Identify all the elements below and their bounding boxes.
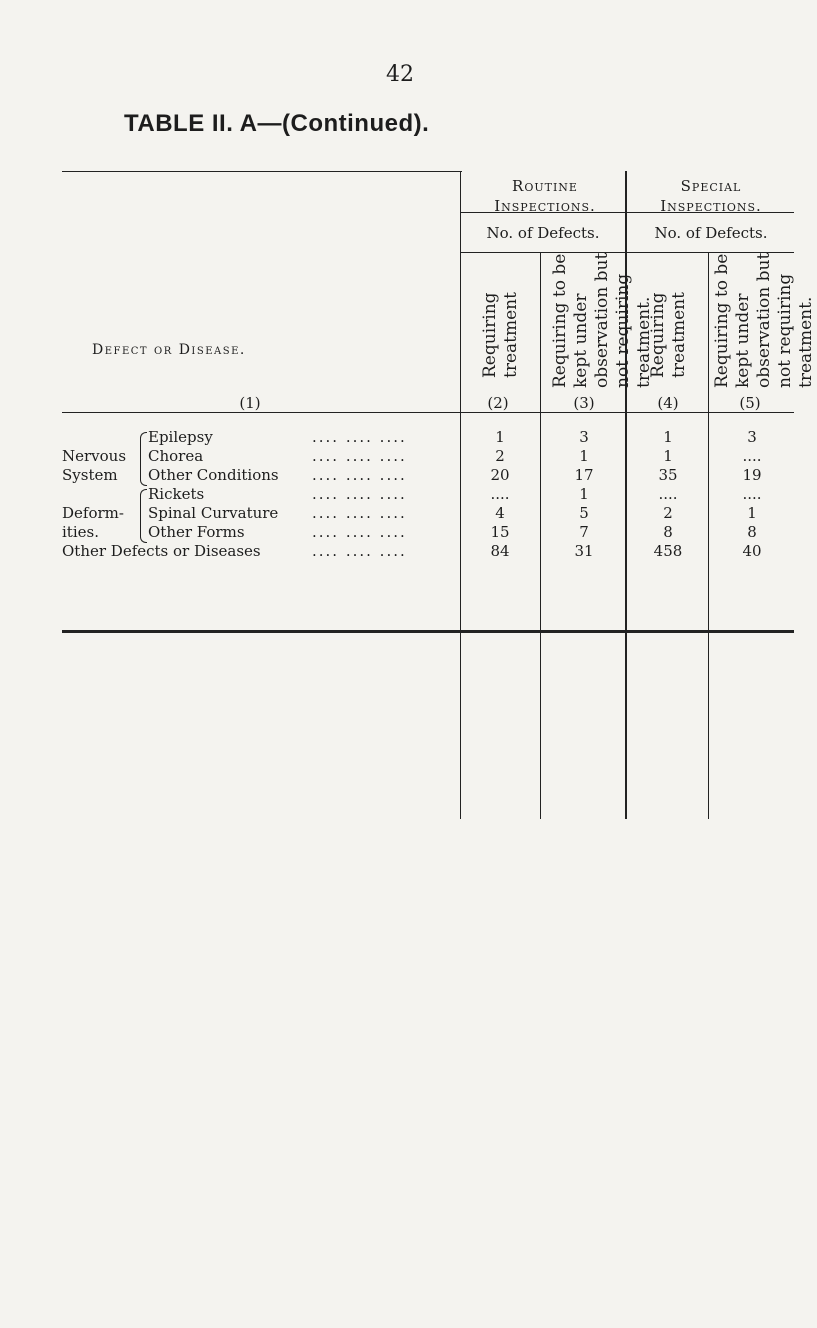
routine-no-defects: No. of Defects.	[486, 224, 600, 242]
table-row	[60, 523, 800, 541]
cell-col4: 1	[663, 447, 673, 465]
cell-col4: 1	[663, 428, 673, 446]
row-leader: .... .... ....	[312, 523, 407, 541]
table-row	[60, 504, 800, 522]
group-nervous-line2: System	[62, 466, 118, 484]
special-header: Special Inspections.	[660, 177, 762, 215]
table-row	[60, 447, 800, 465]
row-leader: .... .... ....	[312, 504, 407, 522]
row-leader: .... .... ....	[312, 428, 407, 446]
row-label: Other Conditions	[148, 466, 279, 484]
cell-col4: ....	[658, 485, 678, 503]
table-title: TABLE II. A—(Continued).	[124, 110, 430, 137]
col4-header: Requiring treatment	[648, 292, 689, 378]
cell-col2: 1	[495, 428, 505, 446]
cell-col2: 4	[495, 504, 505, 522]
cell-col2: 2	[495, 447, 505, 465]
col-num-4: (4)	[657, 394, 679, 412]
hline-header-bottom	[62, 412, 794, 413]
row-leader: .... .... ....	[312, 447, 407, 465]
table-row	[60, 428, 800, 446]
col-num-3: (3)	[573, 394, 595, 412]
row-label: Spinal Curvature	[148, 504, 279, 522]
cell-col4: 8	[663, 523, 673, 541]
cell-col3: 7	[579, 523, 589, 541]
defect-or-disease-header: Defect or Disease.	[92, 342, 246, 358]
row-leader: .... .... ....	[312, 466, 407, 484]
cell-col2: 20	[490, 466, 510, 484]
row-label: Chorea	[148, 447, 204, 465]
col3-header: Requiring to be kept under observation but not requiring treatment.	[550, 252, 654, 388]
cell-col5: 1	[747, 504, 757, 522]
cell-col5: ....	[742, 485, 762, 503]
col5-header: Requiring to be kept under observation but not requiring treatment.	[712, 252, 816, 388]
row-leader: .... .... ....	[312, 542, 407, 560]
row-label: Other Forms	[148, 523, 245, 541]
cell-col2: ....	[490, 485, 510, 503]
group-deform-line1: Deform-	[62, 504, 124, 522]
cell-col3: 1	[579, 485, 589, 503]
row-leader: .... .... ....	[312, 485, 407, 503]
group-deform-line2: ities.	[62, 523, 99, 541]
page-number: 42	[386, 62, 414, 87]
cell-col4: 35	[658, 466, 678, 484]
row-label: Epilepsy	[148, 428, 213, 446]
cell-col3: 5	[579, 504, 589, 522]
cell-col2: 84	[490, 542, 510, 560]
table-row	[60, 542, 800, 560]
col-num-2: (2)	[487, 394, 509, 412]
cell-col3: 17	[574, 466, 594, 484]
special-no-defects: No. of Defects.	[654, 224, 768, 242]
cell-col2: 15	[490, 523, 510, 541]
cell-col5: 8	[747, 523, 757, 541]
col-num-1: (1)	[239, 394, 261, 412]
group-nervous-line1: Nervous	[62, 447, 127, 465]
cell-col3: 1	[579, 447, 589, 465]
row-label: Rickets	[148, 485, 205, 503]
cell-col5: ....	[742, 447, 762, 465]
cell-col4: 458	[653, 542, 683, 560]
row-label: Other Defects or Diseases	[62, 542, 261, 560]
cell-col4: 2	[663, 504, 673, 522]
table-row	[60, 485, 800, 503]
col-num-5: (5)	[739, 394, 761, 412]
cell-col5: 3	[747, 428, 757, 446]
col2-header: Requiring treatment	[480, 292, 521, 378]
cell-col3: 31	[574, 542, 594, 560]
cell-col5: 19	[742, 466, 762, 484]
cell-col3: 3	[579, 428, 589, 446]
bottom-rule	[62, 630, 794, 633]
table-row	[60, 466, 800, 484]
routine-header: Routine Inspections.	[494, 177, 596, 215]
cell-col5: 40	[742, 542, 762, 560]
top-rule	[62, 171, 462, 172]
